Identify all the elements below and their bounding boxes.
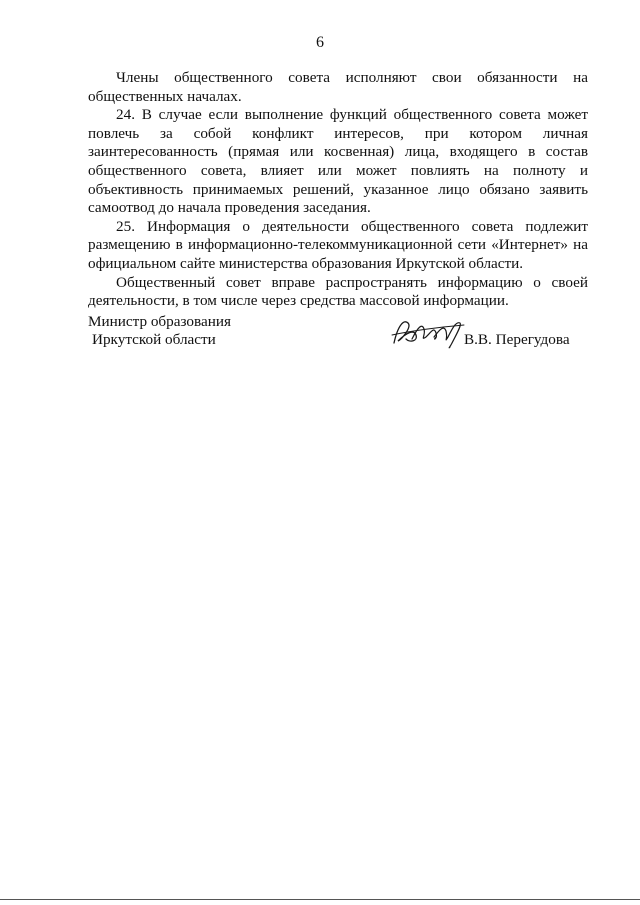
paragraph-25-internet-publication: 25. Информация о деятельности общественного совета подлежит размещению в информационно-телекоммуникационной сети «Интернет» на официальном сайте министерства образования Иркутской области. bbox=[88, 217, 588, 272]
signatory-name: В.В. Перегудова bbox=[464, 331, 570, 348]
page-bottom-edge bbox=[0, 899, 640, 900]
paragraph-members-duties: Члены общественного совета исполняют свои обязанности на общественных началах. bbox=[88, 69, 588, 105]
signatory-title-line-1: Министр образования bbox=[88, 313, 231, 330]
paragraph-24-conflict-of-interest: 24. В случае если выполнение функций общественного совета может повлечь за собой конфликт интересов, при котором личная заинтересованность (прямая или косвенная) лица, входящего в состав общественного совета, влияет или может повлиять на полноту и объективность принимаемых решений, указанное лицо обязано заявить самоотвод до начала проведения заседания. bbox=[88, 106, 588, 217]
document-body bbox=[88, 69, 588, 311]
paragraph-mass-media: Общественный совет вправе распространять информацию о своей деятельности, в том числе через средства массовой информации. bbox=[88, 273, 588, 310]
handwritten-signature bbox=[390, 313, 472, 353]
signatory-title-line-2: Иркутской области bbox=[92, 331, 216, 348]
signature-block bbox=[88, 313, 588, 363]
page-number: 6 bbox=[316, 34, 324, 51]
